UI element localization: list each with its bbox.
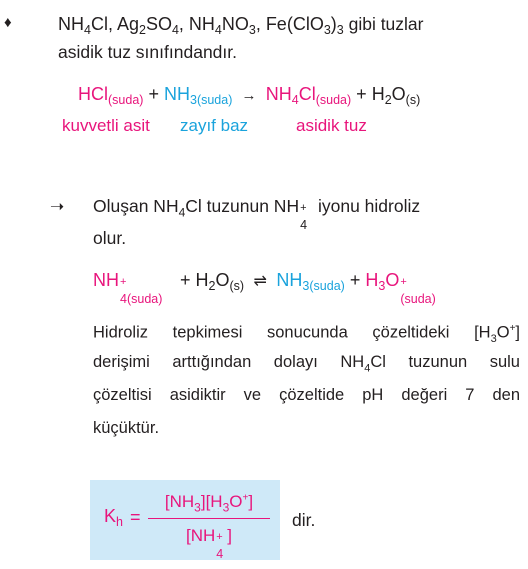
arrow-bullet-icon: ➝ xyxy=(50,197,65,216)
ammonia-product: $NH_{3(suda)}$ xyxy=(276,270,345,293)
hcl-formula: HCl$_{(suda)}$ xyxy=(78,84,144,107)
kh-symbol: $K_h$ xyxy=(104,506,123,529)
kh-equation-box xyxy=(90,480,280,560)
paragraph-line-2: derişimi arttığından dolayı $NH_4Cl$ tuzunun sulu xyxy=(93,353,520,375)
label-weak-base: zayıf baz xyxy=(180,116,249,135)
paragraph-line-3: çözeltisi asidiktir ve çözeltide pH değeri 7 den xyxy=(93,386,520,404)
diamond-bullet-icon: ♦ xyxy=(4,14,12,31)
paragraph-line-4: küçüktür. xyxy=(93,419,160,437)
hydronium-ion: $H_3O$ + (suda) xyxy=(365,270,436,306)
ammonium-ion: NH + 4(suda) xyxy=(93,270,163,306)
water-reactant: $H_2O_{(s)}$ xyxy=(195,270,245,293)
point2-line-1: Oluşan $NH_4Cl$ tuzunun NH + 4 iyonu hidroliz xyxy=(93,196,421,232)
bullet-line-1: $NH_4Cl$, $Ag_2SO_4$, $NH_4NO_3$, $Fe(ClO_3)_3$ gibi tuzlar xyxy=(58,14,424,37)
water-formula: $H_2O_{(s)}$ xyxy=(371,84,421,107)
nh3-formula: $NH_{3(suda)}$ xyxy=(163,84,233,107)
point2-line-2: olur. xyxy=(93,228,127,248)
kh-numerator: $[NH_3][H_3O^+]$ xyxy=(164,492,254,515)
equals-sign: = xyxy=(130,507,141,527)
equilibrium-arrows-icon: ⇌ xyxy=(249,273,272,290)
paragraph-line-1: Hidroliz tepkimesi sonucunda çözeltideki $[H_3O^+]$ xyxy=(93,323,520,345)
fraction-line xyxy=(148,518,270,519)
reaction-2: NH + 4(suda) + $H_2O_{(s)}$ ⇌ $NH_{3(suda)} + H_3O$ + (suda) xyxy=(93,270,447,293)
kh-suffix: dir. xyxy=(292,510,316,530)
nh4cl-formula: $NH_4Cl_{(suda)}$ xyxy=(265,84,352,107)
kh-denominator: [NH + 4 ] xyxy=(185,526,232,561)
label-strong-acid: kuvvetli asit xyxy=(62,116,150,135)
bullet-line-2: asidik tuz sınıfındandır. xyxy=(58,42,237,62)
reaction-1: $HCl_{(suda)} + NH_{3(suda)} \to NH_4Cl_{(suda)} + H_2O_{(s)}$ xyxy=(78,84,421,107)
label-acidic-salt: asidik tuz xyxy=(296,116,367,135)
